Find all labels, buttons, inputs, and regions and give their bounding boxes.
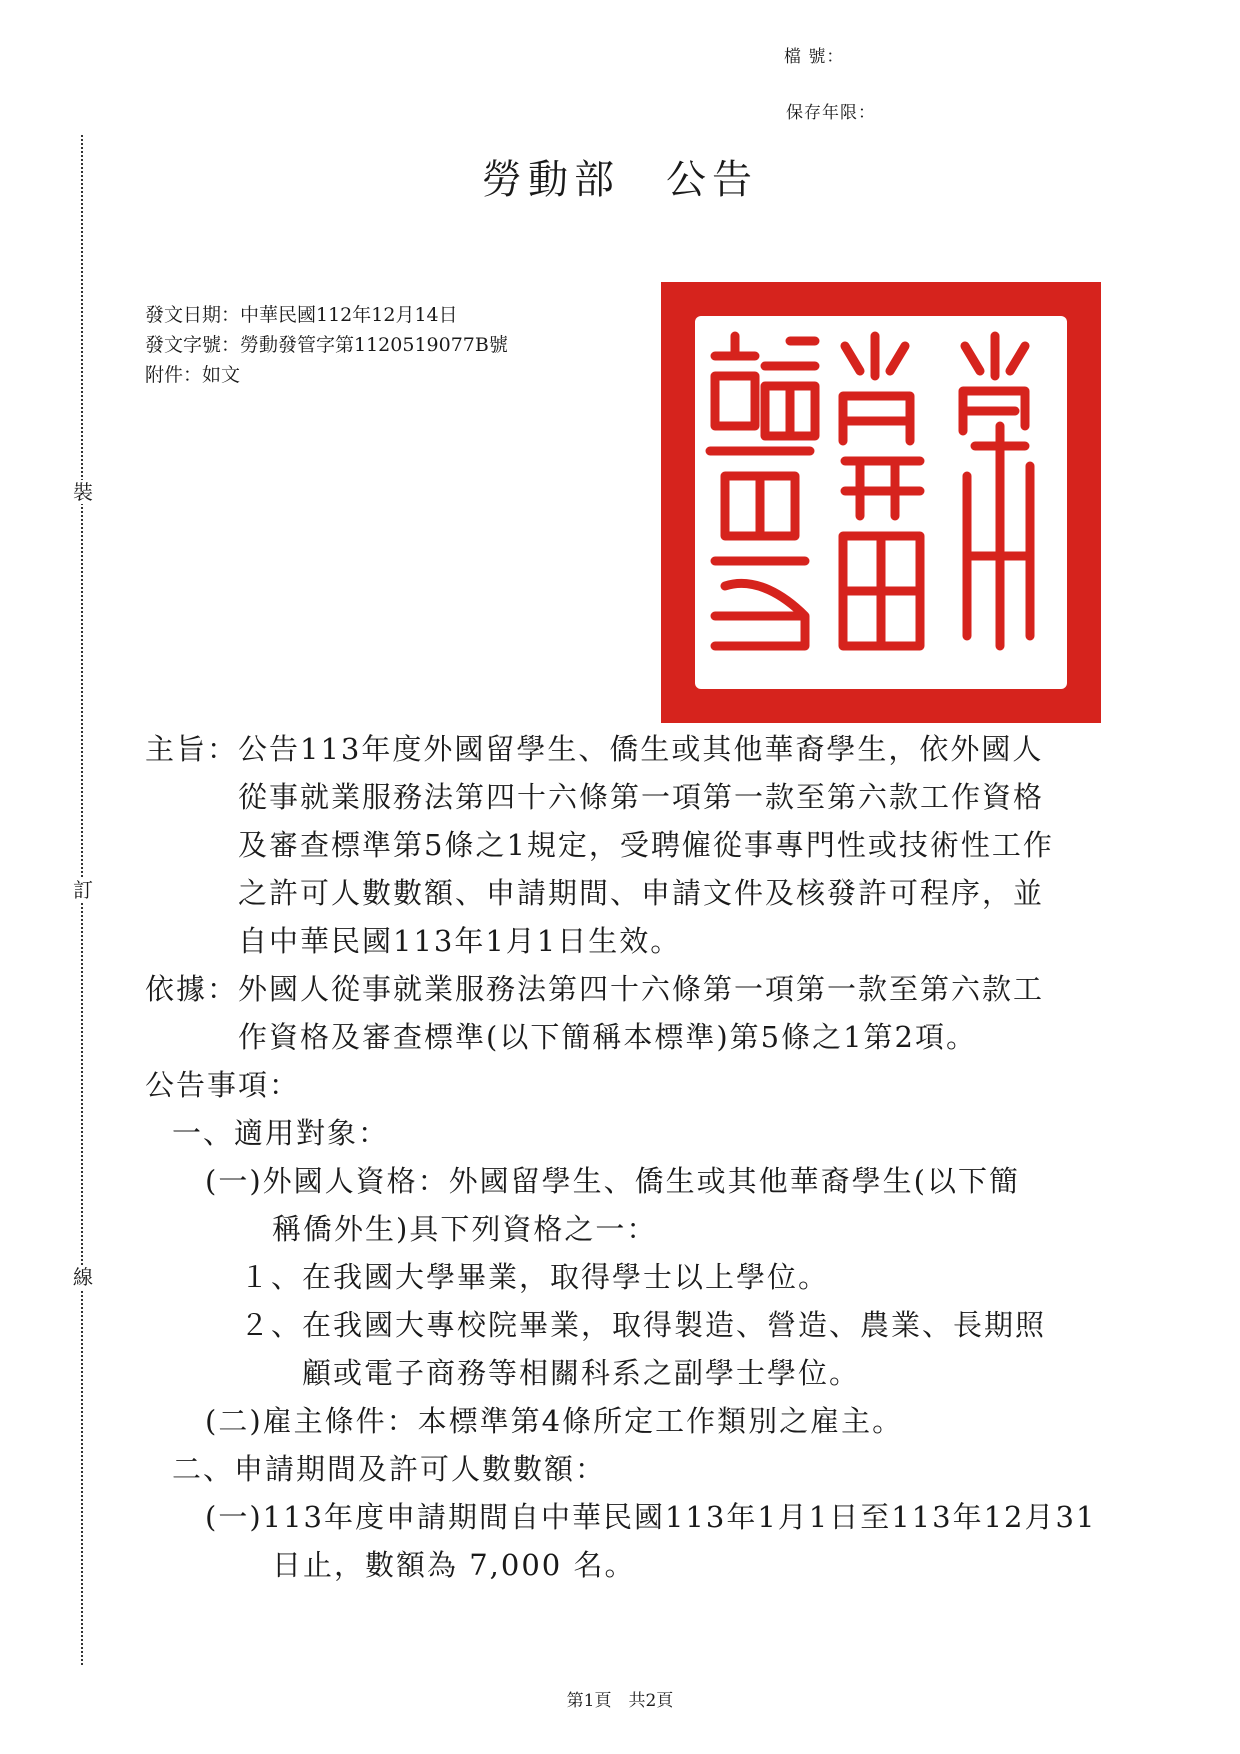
seal-glyphs xyxy=(695,316,1067,689)
retention-period-label: 保存年限： xyxy=(786,103,876,123)
attachment: 附件：如文 xyxy=(145,364,241,386)
file-number-label: 檔 號： xyxy=(784,47,845,67)
subject-line-5: 自中華民國113年1月1日生效。 xyxy=(238,924,682,958)
section-2-item-1-line-2: 日止，數額為 7,000 名。 xyxy=(272,1548,636,1582)
section-2-item-1-line-1: (一)113年度申請期間自中華民國113年1月1日至113年12月31 xyxy=(205,1500,1097,1534)
section-1-item-1-sub-1: １、在我國大學畢業，取得學士以上學位。 xyxy=(240,1260,830,1294)
section-1-heading: 一、適用對象： xyxy=(172,1116,390,1150)
basis-line-1: 依據：外國人從事就業服務法第四十六條第一項第一款至第六款工 xyxy=(145,972,1045,1006)
issue-date: 發文日期：中華民國112年12月14日 xyxy=(145,304,458,326)
section-1-item-1-line-1: (一)外國人資格：外國留學生、僑生或其他華裔學生(以下簡 xyxy=(205,1164,1020,1198)
subject-line-4: 之許可人數數額、申請期間、申請文件及核發許可程序，並 xyxy=(238,876,1045,910)
subject-line-3: 及審查標準第5條之1規定，受聘僱從事專門性或技術性工作 xyxy=(238,828,1054,862)
section-1-item-1-line-2: 稱僑外生)具下列資格之一： xyxy=(272,1212,658,1246)
notice-heading: 公告事項： xyxy=(145,1068,301,1102)
binding-mark-ding: 訂 xyxy=(70,878,96,902)
subject-line-2: 從事就業服務法第四十六條第一項第一款至第六款工作資格 xyxy=(238,780,1045,814)
subject-line-1: 主旨：公告113年度外國留學生、僑生或其他華裔學生，依外國人 xyxy=(145,732,1044,766)
document-number: 發文字號：勞動發管字第1120519077B號 xyxy=(145,334,508,356)
section-1-item-1-sub-2-line-1: ２、在我國大專校院畢業，取得製造、營造、農業、長期照 xyxy=(240,1308,1047,1342)
basis-line-2: 作資格及審查標準(以下簡稱本標準)第5條之1第2項。 xyxy=(238,1020,977,1054)
page-footer: 第1頁 共2頁 xyxy=(566,1691,674,1711)
section-2-heading: 二、申請期間及許可人數數額： xyxy=(172,1452,607,1486)
binding-mark-xian: 線 xyxy=(70,1265,96,1289)
section-1-item-2: (二)雇主條件：本標準第4條所定工作類別之雇主。 xyxy=(205,1404,904,1438)
official-seal xyxy=(661,282,1101,723)
page-title: 勞動部 公告 xyxy=(482,157,758,203)
section-1-item-1-sub-2-line-2: 顧或電子商務等相關科系之副學士學位。 xyxy=(302,1356,861,1390)
binding-mark-zhuang: 裝 xyxy=(70,480,96,504)
seal-field xyxy=(695,316,1067,689)
